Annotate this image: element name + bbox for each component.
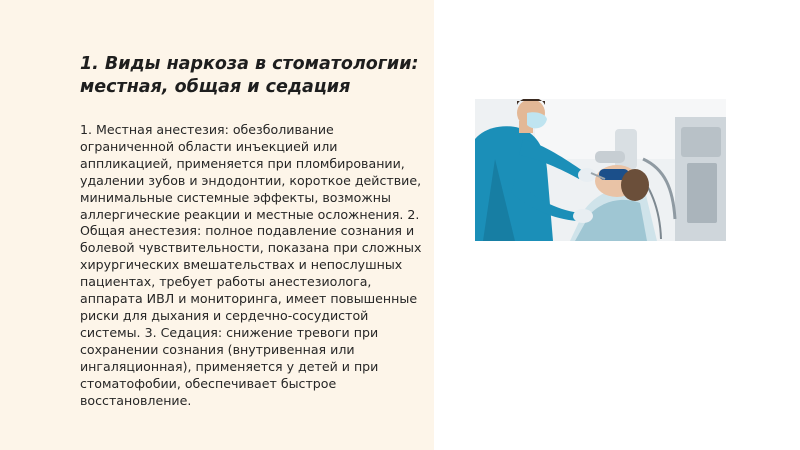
- slide-body-text: 1. Местная анестезия: обезболивание ограниченной области инъекцией или аппликацией, применяется при пломбировании, удалении зубов и эндодонтии, короткое действие, минимальные системные эффекты, возможны аллергические реакции и местные осложнения. 2. Общая анестезия: полное подавление сознания и болевой чувствительности, показана при сложных хирургических вмешательствах и непослушных пациентах, требует работы анестезиолога, аппарата ИВЛ и мониторинга, имеет повышенные риски для дыхания и сердечно-сосудистой системы. 3. Седация: снижение тревоги при сохранении сознания (внутривенная или ингаляционная), применяется у детей и при стоматофобии, обеспечивает быстрое восстановление.: [80, 122, 422, 408]
- dental-procedure-photo: [475, 99, 726, 241]
- dentist-patient-illustration: [475, 99, 726, 241]
- slide-title: 1. Виды наркоза в стоматологии: местная, общая и седация: [80, 54, 419, 97]
